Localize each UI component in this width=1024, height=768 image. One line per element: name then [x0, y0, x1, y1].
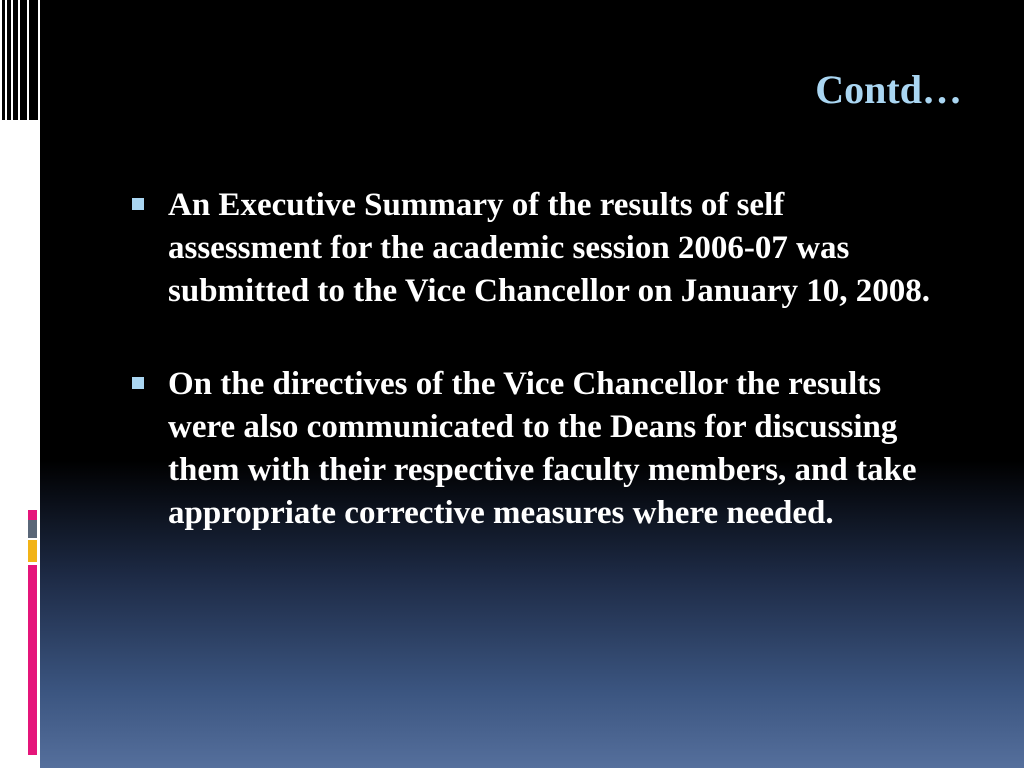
decorative-bar: [20, 0, 27, 120]
bullet-item: [130, 184, 940, 313]
bullet-list: [130, 184, 940, 585]
square-bullet-icon: [132, 377, 144, 389]
accent-bar-pink: [28, 565, 37, 755]
decorative-bar: [29, 0, 38, 120]
bullet-item: [130, 363, 940, 535]
decorative-bar: [2, 0, 5, 120]
slide-title: Contd…: [815, 67, 962, 112]
bullet-text: An Executive Summary of the results of self assessment for the academic session 2006-07 was submitted to the Vice Chancellor on January 10, 2008.: [168, 187, 931, 309]
accent-block-yellow: [28, 540, 37, 562]
square-bullet-icon: [132, 198, 144, 210]
accent-block-pink: [28, 510, 37, 520]
accent-block-gray: [28, 520, 37, 538]
decorative-bar: [13, 0, 18, 120]
decorative-bar: [7, 0, 11, 120]
bullet-text: On the directives of the Vice Chancellor the results were also communicated to the Deans for discussing them with their respective faculty members, and take appropriate corrective measures where needed.: [168, 366, 917, 531]
